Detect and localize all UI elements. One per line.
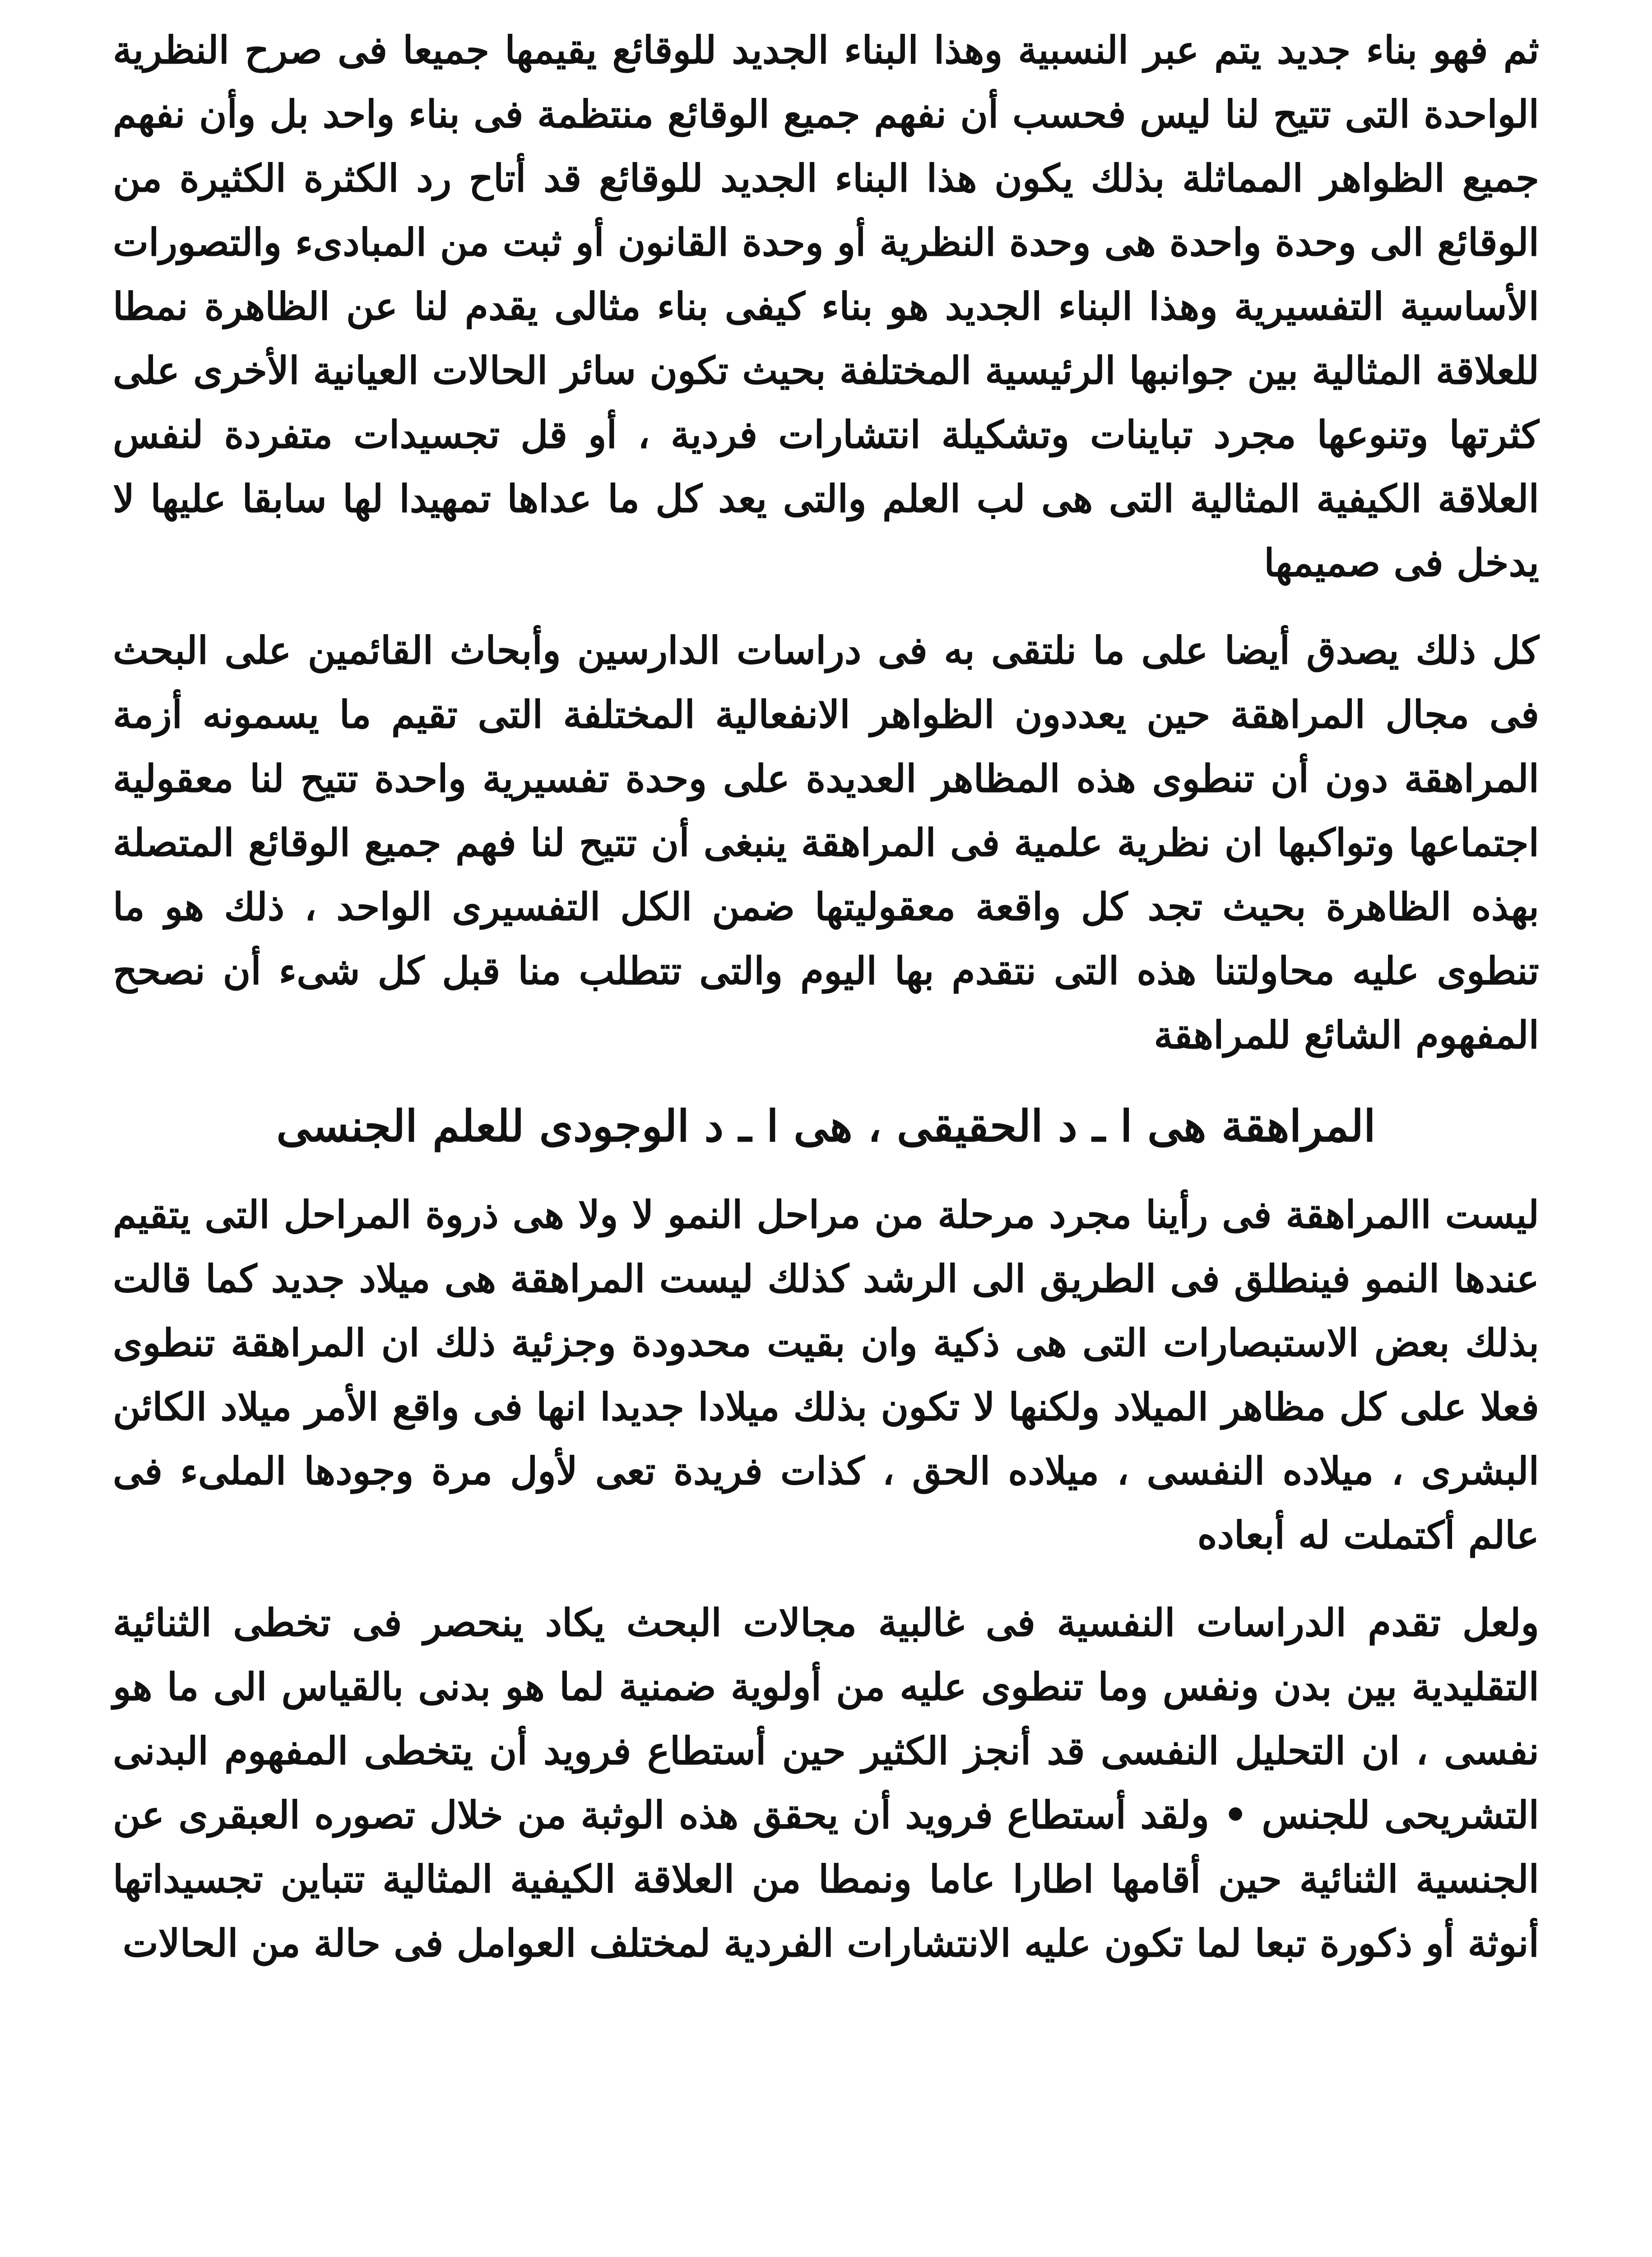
text-column <box>113 18 1539 1975</box>
paragraph-2: كل ذلك يصدق أيضا على ما نلتقى به فى دراسات الدارسين وأبحاث القائمين على البحث فى مجال المراهقة حين يعددون الظواهر الانفعالية المختلفة التى تقيم ما يسمونه أزمة المراهقة دون أن تنطوى هذه المظاهر العديدة على وحدة تفسيرية واحدة تتيح لنا معقولية اجتماعها وتواكبها ان نظرية علمية فى المراهقة ينبغى أن تتيح لنا فهم جميع الوقائع المتصلة بهذه الظاهرة بحيث تجد كل واقعة معقوليتها ضمن الكل التفسيرى الواحد ، ذلك هو ما تنطوى عليه محاولتنا هذه التى نتقدم بها اليوم والتى تتطلب منا قبل كل شىء أن نصحح المفهوم الشائع للمراهقة <box>113 628 1539 1057</box>
paragraph-4: ولعل تقدم الدراسات النفسية فى غالبية مجالات البحث يكاد ينحصر فى تخطى الثنائية التقليدية بين بدن ونفس وما تنطوى عليه من أولوية ضمنية لما هو بدنى بالقياس الى ما هو نفسى ، ان التحليل النفسى قد أنجز الكثير حين أستطاع فرويد أن يتخطى المفهوم البدنى التشريحى للجنس • ولقد أستطاع فرويد أن يحقق هذه الوثبة من خلال تصوره العبقرى عن الجنسية الثنائية حين أقامها اطارا عاما ونمطا من العلاقة الكيفية المثالية تتباين تجسيداتها أنوثة أو ذكورة تبعا لما تكون عليه الانتشارات الفردية لمختلف العوامل فى حالة من الحالات <box>113 1600 1539 1965</box>
paragraph-3: ليست االمراهقة فى رأينا مجرد مرحلة من مراحل النمو لا ولا هى ذروة المراحل التى يتقيم عندها النمو فينطلق فى الطريق الى الرشد كذلك ليست المراهقة هى ميلاد جديد كما قالت بذلك بعض الاستبصارات التى هى ذكية وان بقيت محدودة وجزئية ذلك ان المراهقة تنطوى فعلا على كل مظاهر الميلاد ولكنها لا تكون بذلك ميلادا جديدا انها فى واقع الأمر ميلاد الكائن البشرى ، ميلاده النفسى ، ميلاده الحق ، كذات فريدة تعى لأول مرة وجودها الملىء فى عالم أكتملت له أبعاده <box>113 1192 1539 1557</box>
paragraph-1: ثم فهو بناء جديد يتم عبر النسبية وهذا البناء الجديد للوقائع يقيمها جميعا فى صرح النظرية الواحدة التى تتيح لنا ليس فحسب أن نفهم جميع الوقائع منتظمة فى بناء واحد بل وأن نفهم جميع الظواهر المماثلة بذلك يكون هذا البناء الجديد للوقائع قد أتاح رد الكثرة الكثيرة من الوقائع الى وحدة واحدة هى وحدة النظرية أو وحدة القانون أو ثبت من المبادىء والتصورات الأساسية التفسيرية وهذا البناء الجديد هو بناء كيفى بناء مثالى يقدم لنا عن الظاهرة نمطا للعلاقة المثالية بين جوانبها الرئيسية المختلفة بحيث تكون سائر الحالات العيانية الأخرى على كثرتها وتنوعها مجرد تباينات وتشكيلة انتشارات فردية ، أو قل تجسيدات متفردة لنفس العلاقة الكيفية المثالية التى هى لب العلم والتى يعد كل ما عداها تمهيدا لها سابقا عليها لا يدخل فى صميمها <box>113 28 1539 585</box>
section-heading: المراهقة هى ا ـ د الحقيقى ، هى ا ـ د الوجودى للعلم الجنسى <box>276 1101 1376 1152</box>
